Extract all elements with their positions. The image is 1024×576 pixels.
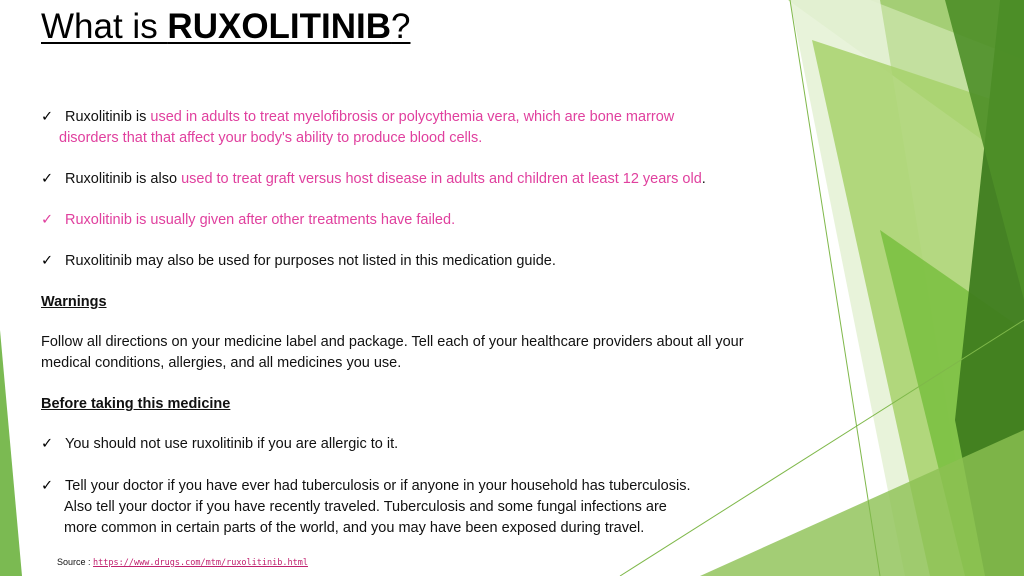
before-taking-heading: Before taking this medicine [41,396,231,412]
title-prefix: What is [41,7,168,46]
bullet-item [41,251,801,272]
source-label: Source : [57,557,94,567]
checkmark-icon: ✓ [41,436,54,452]
checkmark-icon: ✓ [41,109,54,125]
bullet-highlight: used in adults to treat myelofibrosis or polycythemia vera, which are bone marrow [150,109,675,125]
bullet-item [41,210,801,231]
bullet-highlight-continued: disorders that that affect your body's ability to produce blood cells. [59,130,483,146]
source-link[interactable]: https://www.drugs.com/mtm/ruxolitinib.html [93,558,308,568]
warnings-line: Follow all directions on your medicine label and package. Tell each of your healthcare providers about all your [41,334,744,350]
bullet-highlight: used to treat graft versus host disease in adults and children at least 12 years old [181,171,702,187]
bullet-item [41,169,801,190]
checkmark-icon: ✓ [41,171,54,187]
checkmark-icon: ✓ [41,253,54,269]
bullet-item [41,434,801,455]
title-suffix: ? [391,7,411,46]
bullet-text-continued: more common in certain parts of the world, and you may have been exposed during travel. [64,520,645,536]
source-citation [57,556,308,569]
bullet-lead: Ruxolitinib is also [65,171,182,187]
bullet-text: Ruxolitinib may also be used for purposes not listed in this medication guide. [65,253,556,269]
checkmark-icon: ✓ [41,212,54,228]
bullet-text: Ruxolitinib is usually given after other treatments have failed. [65,212,456,228]
bullet-text-continued: Also tell your doctor if you have recently traveled. Tuberculosis and some fungal infections are [64,499,667,515]
bullet-item [41,476,801,539]
warnings-line: medical conditions, allergies, and all medicines you use. [41,355,402,371]
bullet-item [41,107,801,149]
bullet-line [41,169,801,190]
warnings-paragraph [41,332,821,374]
slide-title [41,6,411,48]
bullet-line [41,107,801,128]
bullet-lead: Ruxolitinib is [65,109,151,125]
bullet-text: You should not use ruxolitinib if you are allergic to it. [65,436,399,452]
bullet-tail: . [701,171,706,187]
checkmark-icon: ✓ [41,478,54,494]
bullet-text: Tell your doctor if you have ever had tuberculosis or if anyone in your household has tuberculosis. [65,478,691,494]
title-drug-name: RUXOLITINIB [167,7,392,46]
warnings-heading: Warnings [41,294,107,310]
